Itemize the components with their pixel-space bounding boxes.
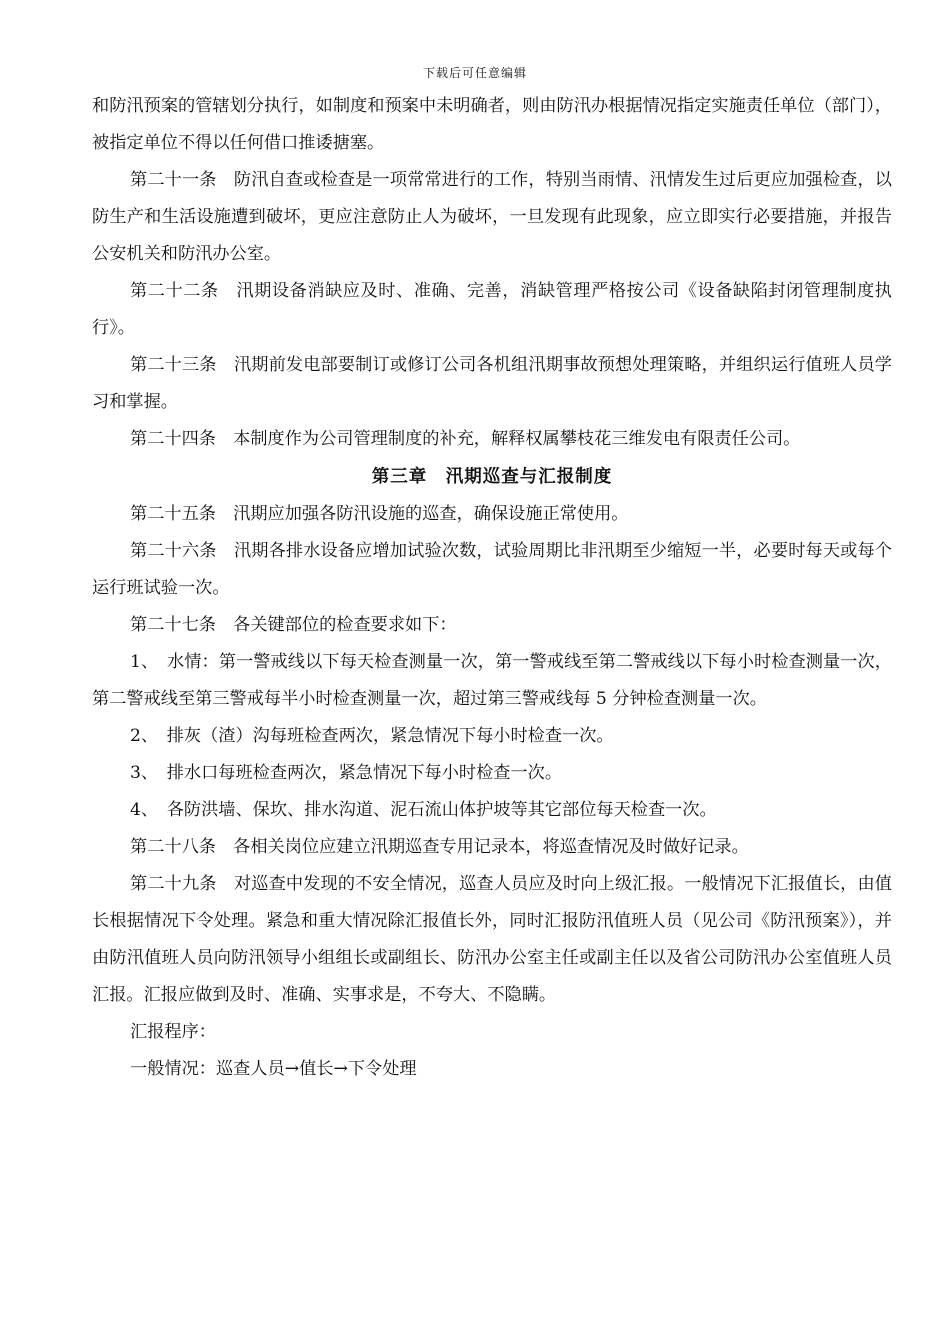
chapter-title: 第三章 汛期巡查与汇报制度: [371, 467, 613, 487]
article-29: 第二十九条 对巡查中发现的不安全情况，巡查人员应及时向上级汇报。一般情况下汇报值长，由值长根据情况下令处理。紧急和重大情况除汇报值长外，同时汇报防汛值班人员（见公司《防汛预案》），并由防汛值班人员向防汛领导小组组长或副组长、防汛办公室主任或副主任以及省公司防汛办公室值班人员汇报。汇报应做到及时、准确、实事求是，不夸大、不隐瞒。: [92, 874, 892, 1005]
article-25: 第二十五条 汛期应加强各防汛设施的巡查，确保设施正常使用。: [130, 504, 629, 524]
list-item-3: 3、 排水口每班检查两次，紧急情况下每小时检查一次。: [130, 763, 563, 783]
article-26: 第二十六条 汛期各排水设备应增加试验次数，试验周期比非汛期至少缩短一半，必要时每天或每个运行班试验一次。: [92, 541, 892, 598]
list-item-4: 4、 各防洪墙、保坎、排水沟道、泥石流山体护坡等其它部位每天检查一次。: [130, 800, 717, 820]
report-procedure-label: 汇报程序：: [130, 1022, 216, 1042]
list-item-2: 2、 排灰（渣）沟每班检查两次，紧急情况下每小时检查一次。: [130, 726, 614, 746]
report-procedure-general: 一般情况：巡查人员→值长→下令处理: [130, 1059, 417, 1079]
article-21: 第二十一条 防汛自查或检查是一项常常进行的工作，特别当雨情、汛情发生过后更应加强检查，以防生产和生活设施遭到破坏，更应注意防止人为破坏，一旦发现有此现象，应立即实行必要措施，并报告公安机关和防汛办公室。: [92, 170, 892, 264]
article-27: 第二十七条 各关键部位的检查要求如下：: [130, 615, 457, 635]
article-28: 第二十八条 各相关岗位应建立汛期巡查专用记录本，将巡查情况及时做好记录。: [130, 837, 749, 857]
article-24: 第二十四条 本制度作为公司管理制度的补充，解释权属攀枝花三维发电有限责任公司。: [130, 429, 801, 449]
page-header: 下载后可任意编辑: [422, 66, 527, 80]
paragraph-continued: 和防汛预案的管辖划分执行，如制度和预案中未明确者，则由防汛办根据情况指定实施责任单位（部门），被指定单位不得以任何借口推诿搪塞。: [92, 96, 892, 153]
document-body: [92, 88, 892, 1088]
article-22: 第二十二条 汛期设备消缺应及时、准确、完善，消缺管理严格按公司《设备缺陷封闭管理制度执行》。: [92, 281, 892, 338]
article-23: 第二十三条 汛期前发电部要制订或修订公司各机组汛期事故预想处理策略，并组织运行值班人员学习和掌握。: [92, 355, 892, 412]
list-item-1: 1、 水情：第一警戒线以下每天检查测量一次，第一警戒线至第二警戒线以下每小时检查测量一次，第二警戒线至第三警戒每半小时检查测量一次，超过第三警戒线每 5 分钟检查测量一次。: [92, 652, 892, 709]
